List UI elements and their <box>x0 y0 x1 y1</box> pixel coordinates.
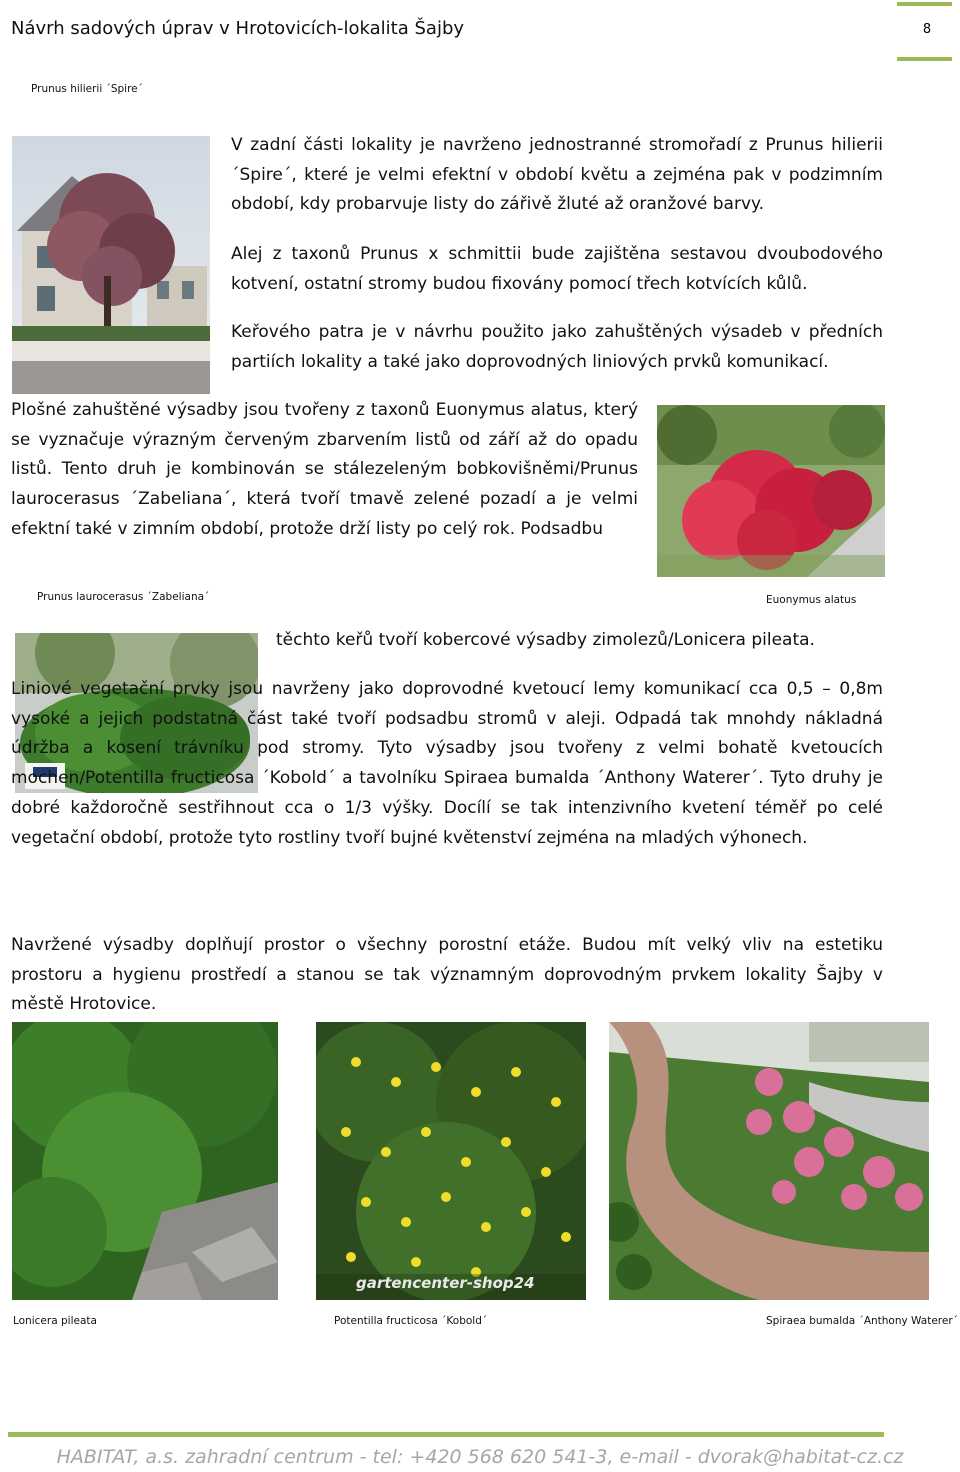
caption-potentilla-kobold: Potentilla fructicosa ´Kobold´ <box>334 1315 488 1327</box>
caption-prunus-hilierii: Prunus hilierii ´Spire´ <box>31 83 143 95</box>
paragraph-ground-cover: těchto keřů tvoří kobercové výsadby zimolezů/Lonicera pileata. <box>276 630 815 650</box>
paragraph-shrub-layer: Keřového patra je v návrhu použito jako zahuštěných výsadeb v předních partiích lokality a také jako doprovodných liniových prvků komunikací. <box>231 322 883 372</box>
watermark-text: gartencenter-shop24 <box>356 1274 535 1292</box>
photo-lonicera-pileata <box>12 1022 278 1300</box>
header-accent-bar <box>897 2 952 6</box>
paragraph-prunus-intro: V zadní části lokality je navrženo jednostranné stromořadí z Prunus hilierii ´Spire´, které je velmi efektní v období květu a zejména pak v podzimním období, kdy probarvuje listy do zářivě žluté až oranžové barvy. <box>231 135 883 215</box>
footer-rule <box>8 1432 884 1437</box>
photo-spiraea-bumalda <box>609 1022 929 1300</box>
caption-prunus-laurocerasus: Prunus laurocerasus ´Zabeliana´ <box>37 591 210 603</box>
paragraph-conclusion: Navržené výsadby doplňují prostor o všechny porostní etáže. Budou mít velký vliv na estetiku prostoru a hygienu prostředí a stanou se tak významným doprovodným prvkem lokality Šajby v městě Hrotovice. <box>11 935 883 1015</box>
caption-euonymus-alatus: Euonymus alatus <box>766 594 857 606</box>
header-rule <box>897 57 952 61</box>
document-header-title: Návrh sadových úprav v Hrotovicích-lokalita Šajby <box>11 18 465 39</box>
footer-contact: HABITAT, a.s. zahradní centrum - tel: +420 568 620 541-3, e-mail - dvorak@habitat-cz.cz <box>56 1446 904 1468</box>
paragraph-anchoring: Alej z taxonů Prunus x schmittii bude zajištěna sestavou dvoubodového kotvení, ostatní stromy budou fixovány pomocí třech kotvících kůlů. <box>231 244 883 294</box>
paragraph-dense-plantings: Plošné zahuštěné výsadby jsou tvořeny z taxonů Euonymus alatus, který se vyznačuje výrazným červeným zbarvením listů od září až do opadu listů. Tento druh je kombinován se stálezeleným bobkovišněmi/Prunus laurocerasus ´Zabeliana´, která tvoří tmavě zelené pozadí a je velmi efektní také v zimním období, protože drží listy po celý rok. Podsadbu <box>11 400 638 539</box>
caption-spiraea-bumalda: Spiraea bumalda ´Anthony Waterer´ <box>766 1315 958 1327</box>
photo-euonymus-alatus <box>657 405 885 577</box>
caption-lonicera-pileata: Lonicera pileata <box>13 1315 97 1327</box>
page-number: 8 <box>922 22 932 37</box>
paragraph-linear-elements: Liniové vegetační prvky jsou navrženy jako doprovodné kvetoucí lemy komunikací cca 0,5 – 0,8m vysoké a jejich podstatná část také tvoří podsadbu stromů v aleji. Odpadá tak mnohdy nákladná údržba a kosení trávníku pod stromy. Tyto výsadby jsou tvořeny z velmi bohatě kvetoucích mochen/Potentilla fructicosa ´Kobold´ a tavolníku Spiraea bumalda ´Anthony Waterer´. Tyto druhy je dobré každoročně sestřihnout cca o 1/3 výšky. Docílí se tak intenzivního kvetení téměř po celé vegetační období, protože tyto rostliny tvoří bujné květenství zejména na mladých výhonech. <box>11 679 883 848</box>
photo-prunus-hilierii <box>12 136 210 394</box>
photo-potentilla-kobold <box>316 1022 586 1300</box>
